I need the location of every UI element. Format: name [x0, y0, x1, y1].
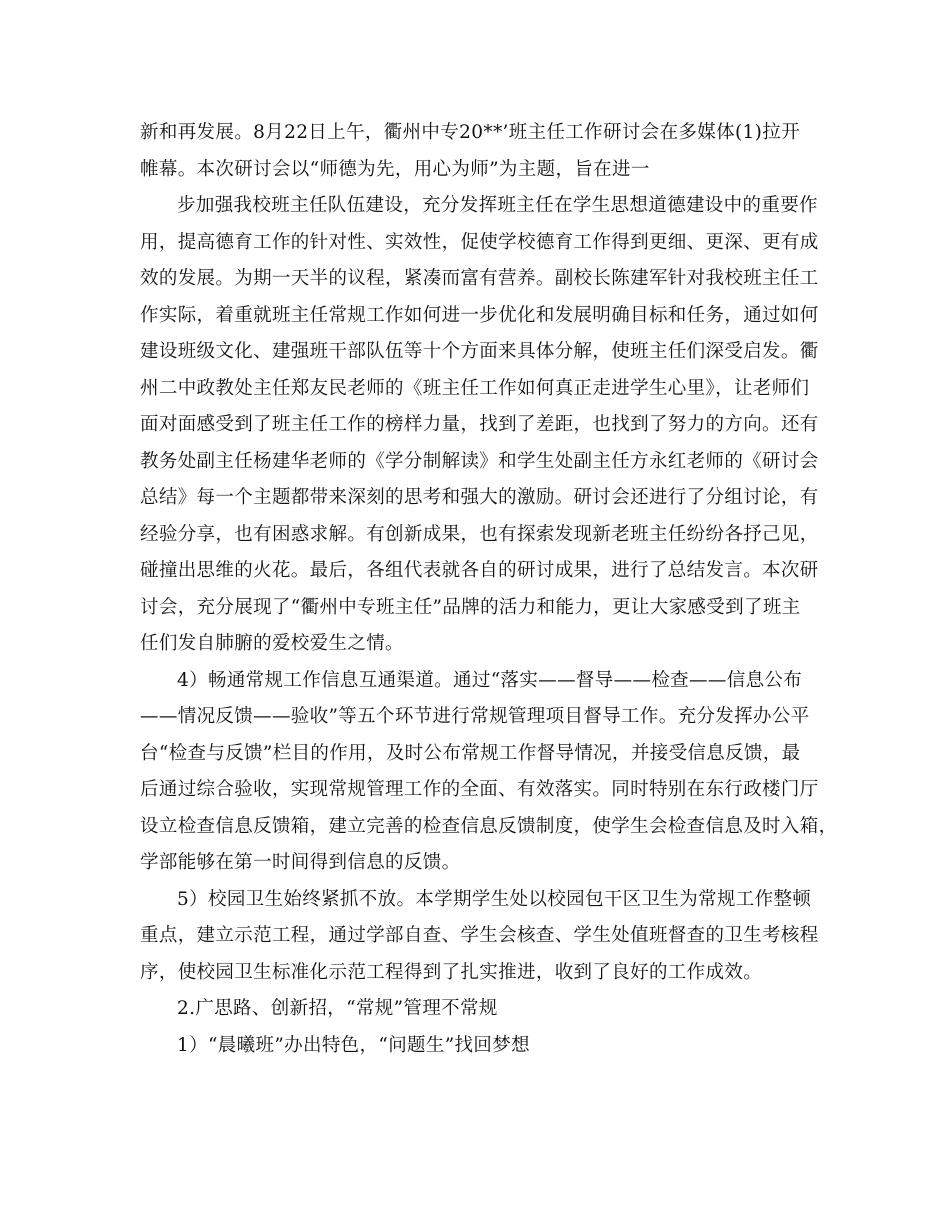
text-line: 总结》每一个主题都带来深刻的思考和强大的激励。研讨会还进行了分组讨论，有 [140, 487, 819, 508]
text-line: 建设班级文化、建强班干部队伍等十个方面来具体分解，使班主任们深受启发。衢 [140, 341, 819, 362]
text-line: 效的发展。为期一天半的议程，紧凑而富有营养。副校长陈建军针对我校班主任工 [140, 268, 819, 289]
text-line: 帷幕。本次研讨会以“师德为先，用心为师”为主题，旨在进一 [140, 158, 650, 180]
paragraph-start: 5）校园卫生始终紧抓不放。本学期学生处以校园包干区卫生为常规工作整顿 [177, 888, 812, 910]
text-line: ——情况反馈——验收”等五个环节进行常规管理项目督导工作。充分发挥办公平 [140, 706, 810, 727]
subsection-heading: 1）“晨曦班”办出特色，“问题生”找回梦想 [177, 1034, 530, 1056]
text-line: 序，使校园卫生标准化示范工程得到了扎实推进，收到了良好的工作成效。 [140, 961, 763, 983]
paragraph-start: 4）畅通常规工作信息互通渠道。通过“落实——督导——检查——信息公布 [177, 669, 803, 691]
text-line: 教务处副主任杨建华老师的《学分制解读》和学生处副主任方永红老师的《研讨会 [140, 450, 819, 472]
text-line: 讨会，充分展现了“衢州中专班主任”品牌的活力和能力，更让大家感受到了班主 [140, 596, 801, 618]
text-line: 台“检查与反馈”栏目的作用，及时公布常规工作督导情况，并接受信息反馈，最 [140, 742, 801, 764]
text-line: 碰撞出思维的火花。最后，各组代表就各自的研讨成果，进行了总结发言。本次研 [140, 560, 819, 581]
document-body [140, 115, 838, 1064]
text-line: 后通过综合验收，实现常规管理工作的全面、有效落实。同时特别在东行政楼门厅 [140, 779, 819, 800]
text-line: 学部能够在第一时间得到信息的反馈。 [140, 852, 461, 873]
text-line: 州二中政教处主任郑友民老师的《班主任工作如何真正走进学生心里》，让老师们 [140, 377, 810, 399]
section-heading: 2.广思路、创新招，“常规”管理不常规 [177, 998, 498, 1019]
text-line: 面对面感受到了班主任工作的榜样力量，找到了差距，也找到了努力的方向。还有 [140, 414, 819, 435]
text-line: 新和再发展。8月22日上午，衢州中专20**’班主任工作研讨会在多媒体(1)拉开 [140, 122, 800, 143]
text-line: 任们发自肺腑的爱校爱生之情。 [140, 633, 404, 654]
text-line: 设立检查信息反馈箱，建立完善的检查信息反馈制度，使学生会检查信息及时入箱， [140, 815, 838, 837]
text-line: 作实际，着重就班主任常规工作如何进一步优化和发展明确目标和任务，通过如何 [140, 304, 819, 326]
paragraph-start: 步加强我校班主任队伍建设，充分发挥班主任在学生思想道德建设中的重要作 [177, 195, 818, 216]
text-line: 重点，建立示范工程，通过学部自查、学生会核查、学生处值班督查的卫生考核程 [140, 925, 819, 946]
text-line: 经验分享，也有困惑求解。有创新成果，也有探索发现新老班主任纷纷各抒己见， [140, 523, 819, 545]
text-line: 用，提高德育工作的针对性、实效性，促使学校德育工作得到更细、更深、更有成 [140, 231, 819, 253]
